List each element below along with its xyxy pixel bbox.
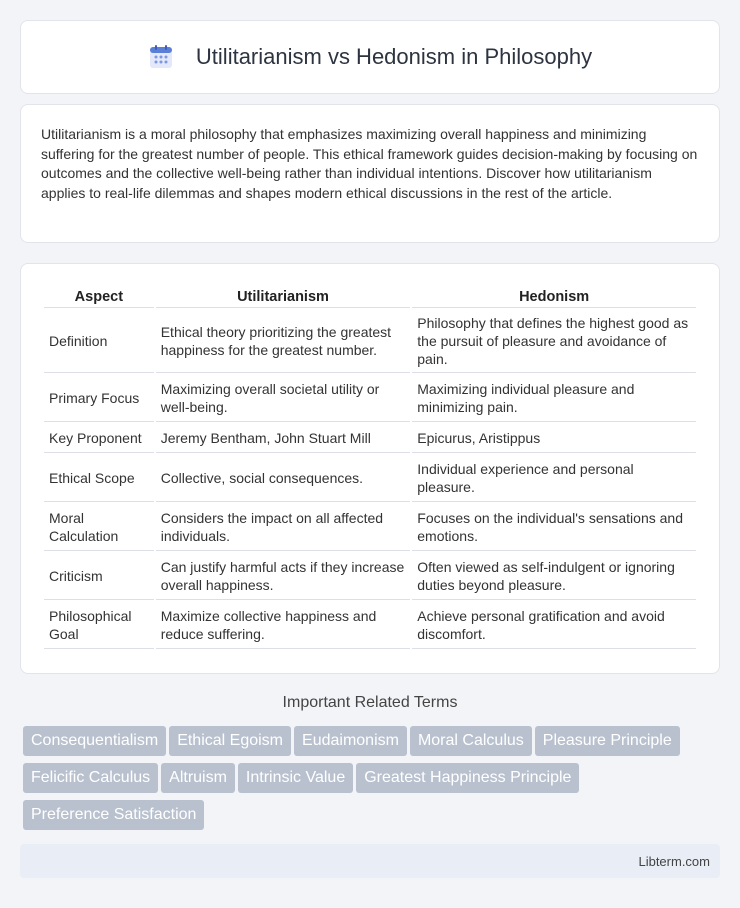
table-cell-hedonism: Focuses on the individual's sensations and emotions.	[412, 504, 696, 551]
table-cell-utilitarianism: Jeremy Bentham, John Stuart Mill	[156, 424, 411, 453]
table-cell-hedonism: Maximizing individual pleasure and minimizing pain.	[412, 375, 696, 422]
table-cell-aspect: Criticism	[44, 553, 154, 600]
table-cell-hedonism: Achieve personal gratification and avoid discomfort.	[412, 602, 696, 649]
related-term-tag[interactable]: Pleasure Principle	[535, 726, 680, 756]
footer	[20, 844, 720, 878]
related-term-tag[interactable]: Felicific Calculus	[23, 763, 158, 793]
related-term-tag[interactable]: Moral Calculus	[410, 726, 532, 756]
related-term-tag[interactable]: Ethical Egoism	[169, 726, 291, 756]
related-term-tag[interactable]: Preference Satisfaction	[23, 800, 204, 830]
intro-text: Utilitarianism is a moral philosophy that emphasizes maximizing overall happiness and minimizing suffering for the greatest number of people. This ethical framework guides decision-making by focusing on outcomes and the collective well-being rather than individual intentions. Discover how utilitarianism applies to real-life dilemmas and shapes modern ethical discussions in the rest of the article.	[41, 126, 698, 201]
header-card	[20, 20, 720, 94]
related-term-tag[interactable]: Greatest Happiness Principle	[356, 763, 579, 793]
table-row	[44, 375, 696, 422]
table-row	[44, 553, 696, 600]
table-cell-hedonism: Often viewed as self-indulgent or ignoring duties beyond pleasure.	[412, 553, 696, 600]
table-row	[44, 504, 696, 551]
comparison-table	[42, 284, 698, 651]
intro-card	[20, 104, 720, 243]
related-term-tag[interactable]: Eudaimonism	[294, 726, 407, 756]
table-cell-aspect: Ethical Scope	[44, 455, 154, 502]
table-cell-utilitarianism: Considers the impact on all affected individuals.	[156, 504, 411, 551]
table-cell-hedonism: Individual experience and personal pleasure.	[412, 455, 696, 502]
table-row	[44, 602, 696, 649]
table-header-row	[44, 286, 696, 308]
table-row	[44, 424, 696, 453]
related-term-tag[interactable]: Intrinsic Value	[238, 763, 353, 793]
footer-site-link[interactable]: Libterm.com	[638, 853, 710, 869]
table-cell-utilitarianism: Maximizing overall societal utility or well-being.	[156, 375, 411, 422]
related-terms-list	[23, 726, 723, 837]
related-terms-title: Important Related Terms	[282, 694, 458, 711]
table-cell-utilitarianism: Ethical theory prioritizing the greatest happiness for the greatest number.	[156, 310, 411, 373]
table-cell-aspect: Key Proponent	[44, 424, 154, 453]
related-term-tag[interactable]: Consequentialism	[23, 726, 166, 756]
table-cell-aspect: Philosophical Goal	[44, 602, 154, 649]
table-cell-utilitarianism: Maximize collective happiness and reduce suffering.	[156, 602, 411, 649]
calendar-icon	[148, 44, 174, 70]
header-aspect: Aspect	[44, 286, 154, 308]
related-term-tag[interactable]: Altruism	[161, 763, 235, 793]
table-cell-aspect: Primary Focus	[44, 375, 154, 422]
header-utilitarianism: Utilitarianism	[156, 286, 411, 308]
table-row	[44, 310, 696, 373]
table-cell-utilitarianism: Can justify harmful acts if they increase overall happiness.	[156, 553, 411, 600]
table-cell-aspect: Definition	[44, 310, 154, 373]
table-cell-hedonism: Epicurus, Aristippus	[412, 424, 696, 453]
page-title: Utilitarianism vs Hedonism in Philosophy	[195, 44, 593, 69]
comparison-table-card	[20, 263, 720, 674]
table-cell-hedonism: Philosophy that defines the highest good as the pursuit of pleasure and avoidance of pain.	[412, 310, 696, 373]
table-row	[44, 455, 696, 502]
table-cell-aspect: Moral Calculation	[44, 504, 154, 551]
table-cell-utilitarianism: Collective, social consequences.	[156, 455, 411, 502]
header-hedonism: Hedonism	[412, 286, 696, 308]
